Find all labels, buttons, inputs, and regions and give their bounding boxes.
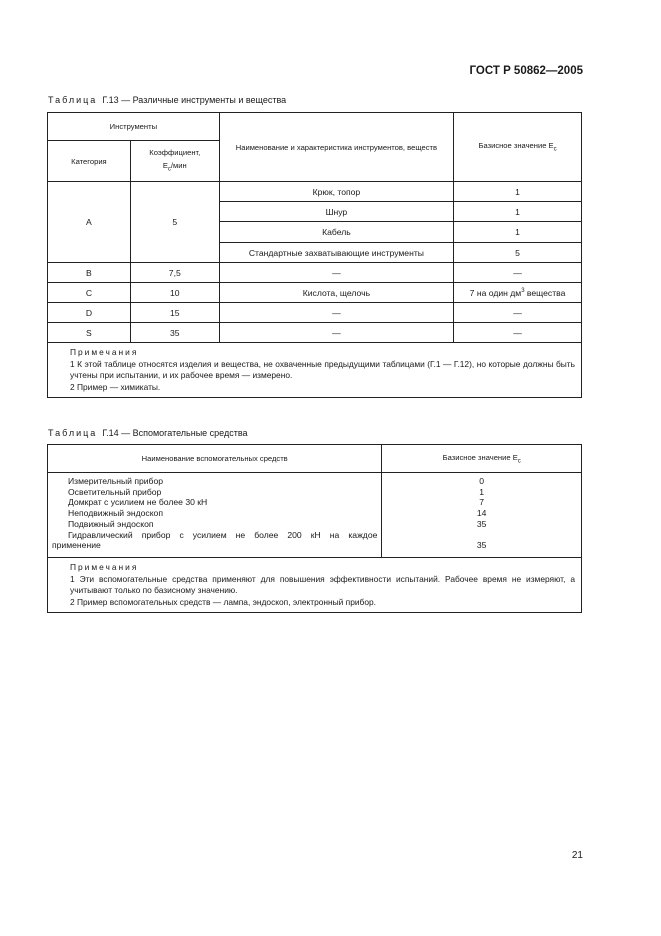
name-cell: Крюк, топор (219, 182, 453, 202)
coef-cell: 15 (130, 303, 219, 323)
table13-head-category: Категория (48, 141, 131, 182)
list-value: 35 (476, 518, 487, 529)
category-cell: А (48, 182, 131, 263)
table14-head-name: Наименование вспомогательных средств (48, 445, 382, 473)
base-cell: 1 (454, 182, 582, 202)
table14-caption (48, 428, 248, 438)
list-value: 7 (479, 497, 485, 508)
list-item: Осветительный прибор (68, 486, 162, 497)
base-cell: 1 (454, 202, 582, 222)
base-cell: 5 (454, 243, 582, 263)
table13-caption-word: Таблица (48, 95, 98, 105)
name-cell: — (219, 303, 453, 323)
table-row (48, 323, 582, 343)
table14-head-base: Базисное значение $E_c$ (382, 445, 582, 473)
category-cell: S (48, 323, 131, 343)
table13 (47, 112, 582, 398)
list-value: 35 (476, 540, 487, 551)
table13-caption-text: Г.13 — Различные инструменты и вещества (102, 95, 287, 105)
table14-notes (48, 558, 582, 613)
list-item: Гидравлический прибор с усилием не более 200 кН на каждое применение (52, 529, 378, 551)
note-2: 2 Пример — химикаты. (70, 381, 161, 392)
name-cell: — (219, 263, 453, 283)
table13-head-coef: Коэффициент, $E_c$/мин (130, 141, 219, 182)
list-item: Неподвижный эндоскоп (68, 508, 163, 519)
aux-values (382, 473, 582, 558)
notes-title: Примечания (70, 562, 139, 572)
category-cell: С (48, 283, 131, 303)
table-row (48, 283, 582, 303)
base-cell: — (454, 263, 582, 283)
coef-cell: 35 (130, 323, 219, 343)
table13-notes (48, 343, 582, 398)
coef-cell: 10 (130, 283, 219, 303)
name-cell: Кабель (219, 222, 453, 243)
standard-designation: ГОСТ Р 50862—2005 (469, 65, 583, 77)
table13-head-tools: Инструменты (48, 113, 220, 141)
table14-caption-word: Таблица (48, 428, 98, 438)
base-cell: — (454, 323, 582, 343)
table-row (48, 303, 582, 323)
table13-caption (48, 95, 286, 105)
table14-caption-text: Г.14 — Вспомогательные средства (102, 428, 248, 438)
list-item: Домкрат с усилием не более 30 кН (68, 497, 208, 508)
name-cell: Кислота, щелочь (219, 283, 453, 303)
list-item: Подвижный эндоскоп (68, 518, 154, 529)
name-cell: — (219, 323, 453, 343)
page-number: 21 (571, 850, 583, 861)
name-cell: Стандартные захватывающие инструменты (219, 243, 453, 263)
coef-cell: 7,5 (130, 263, 219, 283)
table13-head-name: Наименование и характеристика инструментов, веществ (219, 113, 453, 182)
note-2: 2 Пример вспомогательных средств — лампа, эндоскоп, электронный прибор. (70, 596, 376, 607)
category-cell: В (48, 263, 131, 283)
aux-list (48, 473, 382, 558)
note-1: 1 К этой таблице относятся изделия и вещества, не охваченные предыдущими таблицами (Г.1 — Г.12), но которые должны быть учтены при испытании, и их рабочее время — измерено. (70, 358, 575, 380)
notes-title: Примечания (70, 347, 139, 357)
base-cell: 7 на один $дм^3$ вещества (454, 283, 582, 303)
base-cell: 1 (454, 222, 582, 243)
list-value: 14 (476, 508, 487, 519)
category-cell: D (48, 303, 131, 323)
list-value: 1 (479, 486, 485, 497)
table13-head-base: Базисное значение $E_c$ (454, 113, 582, 182)
coef-cell: 5 (130, 182, 219, 263)
table-row (48, 182, 582, 202)
table14 (47, 444, 582, 613)
list-value: 0 (479, 476, 485, 486)
name-cell: Шнур (219, 202, 453, 222)
list-item: Измерительный прибор (68, 476, 164, 486)
note-1: 1 Эти вспомогательные средства применяют для повышения эффективности испытаний. Рабочее время не измеряют, а учитывают только по базисному значению. (70, 573, 575, 595)
table-row (48, 263, 582, 283)
base-cell: — (454, 303, 582, 323)
